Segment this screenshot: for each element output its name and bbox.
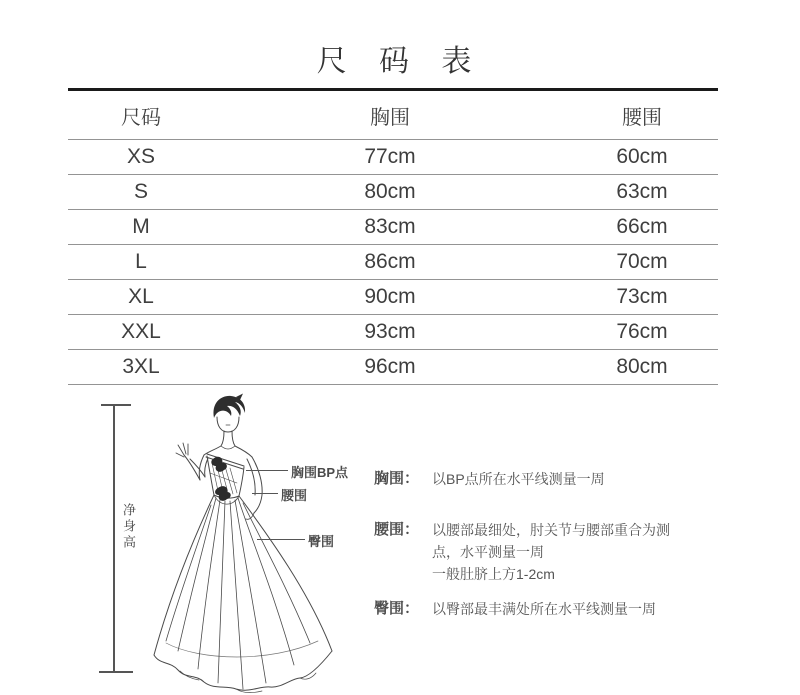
note-hip (374, 598, 714, 620)
table-row (68, 315, 718, 350)
cell-size: XS (68, 140, 214, 175)
table-row (68, 175, 718, 210)
note-line: 以BP点所在水平线测量一周 (432, 471, 605, 487)
note-body (432, 519, 670, 585)
cell-bust: 93cm (214, 315, 566, 350)
height-line-bottom-tick (99, 671, 133, 673)
cell-size: 3XL (68, 350, 214, 385)
cell-bust: 80cm (214, 175, 566, 210)
cell-bust: 90cm (214, 280, 566, 315)
height-line (113, 404, 115, 673)
table-row (68, 140, 718, 175)
cell-size: L (68, 245, 214, 280)
callout-line-waist (252, 493, 278, 494)
callout-line-hip (257, 539, 305, 540)
note-line: 以腰部最细处，肘关节与腰部重合为测 (432, 522, 670, 538)
table-row (68, 280, 718, 315)
note-body (432, 468, 605, 490)
dress-illustration (140, 393, 370, 695)
note-line: 以臀部最丰满处所在水平线测量一周 (432, 601, 656, 617)
table-header-row (68, 90, 718, 140)
table-row (68, 210, 718, 245)
header-bust: 胸围 (214, 90, 566, 140)
callout-hip-label: 臀围 (308, 534, 335, 549)
cell-waist: 63cm (566, 175, 718, 210)
table-row (68, 245, 718, 280)
note-bust (374, 468, 714, 490)
note-waist (374, 519, 714, 585)
cell-size: XL (68, 280, 214, 315)
header-waist: 腰围 (566, 90, 718, 140)
cell-bust: 96cm (214, 350, 566, 385)
cell-size: XXL (68, 315, 214, 350)
measurement-notes (374, 468, 714, 620)
cell-waist: 60cm (566, 140, 718, 175)
note-term: 腰围： (374, 521, 420, 538)
note-term: 臀围： (374, 600, 420, 617)
height-label: 净身高 (121, 503, 136, 551)
cell-waist: 80cm (566, 350, 718, 385)
cell-bust: 77cm (214, 140, 566, 175)
note-line: 一般肚脐上方1-2cm (432, 566, 555, 582)
callout-bust-bp-label: 胸围BP点 (291, 465, 349, 480)
cell-bust: 83cm (214, 210, 566, 245)
callout-waist-label: 腰围 (281, 488, 308, 503)
note-body (432, 598, 656, 620)
note-line: 点，水平测量一周 (432, 544, 544, 560)
page-title: 尺 码 表 (316, 45, 484, 78)
cell-size: S (68, 175, 214, 210)
cell-bust: 86cm (214, 245, 566, 280)
cell-waist: 70cm (566, 245, 718, 280)
cell-size: M (68, 210, 214, 245)
height-line-top-tick (101, 404, 131, 406)
cell-waist: 66cm (566, 210, 718, 245)
table-row (68, 350, 718, 385)
cell-waist: 76cm (566, 315, 718, 350)
header-size: 尺码 (68, 90, 214, 140)
cell-waist: 73cm (566, 280, 718, 315)
note-term: 胸围： (374, 470, 420, 487)
callout-line-bust (246, 470, 288, 471)
size-table (68, 88, 718, 385)
